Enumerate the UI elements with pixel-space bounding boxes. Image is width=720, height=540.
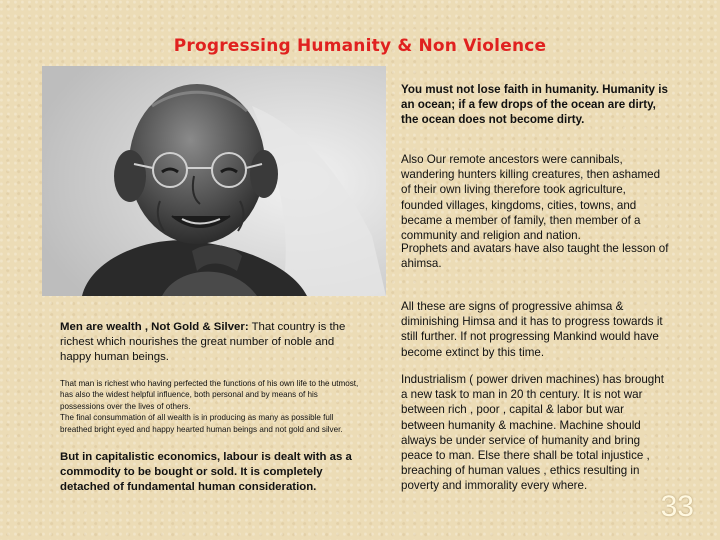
paragraph-richest-man xyxy=(60,378,360,435)
page-number: 33 xyxy=(660,490,694,523)
paragraph-industrialism: Industrialism ( power driven machines) has brought a new task to man in 20 th century. It is not war between rich , poor , capital & labor but war between humanity & machine. Machine should always be under service of humanity and bring peace to man. Else there shall be total injustice , breaching of human values , ethics resulting in poverty and immorality every where. xyxy=(401,373,664,493)
portrait-photo-icon xyxy=(42,66,386,296)
paragraph-men-are-wealth xyxy=(60,320,360,366)
quote-humanity-ocean: You must not lose faith in humanity. Humanity is an ocean; if a few drops of the ocean are dirty, the ocean does not become dirty. xyxy=(401,83,668,127)
final-consummation-text: The final consummation of all wealth is in producing as many as possible full breathed bright eyed and happy hearted human beings and not gold and silver. xyxy=(60,413,343,434)
richest-man-text: That man is richest who having perfected the functions of his own life to the utmost, has also the widest helpful influence, both personal and by means of his possessions over the lives of others. xyxy=(60,379,359,411)
paragraph-ancestors: Also Our remote ancestors were cannibals, wandering hunters killing creatures, then ashamed of their own living therefore took agriculture, founded villages, kingdoms, cities, towns, and became a member of family, then member of a community and religion and nation. xyxy=(401,153,661,243)
men-are-wealth-heading: Men are wealth , Not Gold & Silver: xyxy=(60,321,249,333)
slide-title: Progressing Humanity & Non Violence xyxy=(173,36,547,56)
paragraph-prophets: Prophets and avatars have also taught the lesson of ahimsa. xyxy=(401,242,669,271)
paragraph-progressive-ahimsa: All these are signs of progressive ahimsa & diminishing Himsa and it has to progress towards it still further. If not progressing Mankind would have become extinct by this time. xyxy=(401,300,663,359)
portrait-photo xyxy=(42,66,386,296)
paragraph-capitalistic-economics: But in capitalistic economics, labour is dealt with as a commodity to be bought or sold. It is completely detached of fundamental human consideration. xyxy=(60,451,352,494)
men-are-wealth-text: That country is the richest which nourishes the great number of noble and happy human beings. xyxy=(60,321,346,364)
